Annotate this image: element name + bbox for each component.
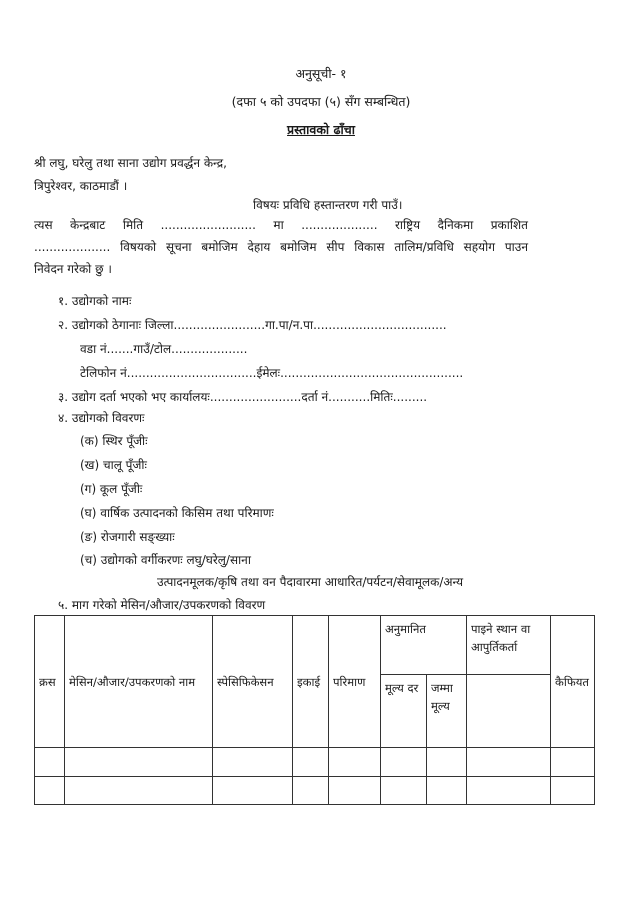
table-row: [35, 748, 595, 776]
item-3-registration: ३. उद्योग दर्ता भएको भए कार्यालयः........................दर्ता नं...........मितिः.........: [58, 390, 428, 404]
item-4c-total-capital: (ग) कूल पूँजीः: [80, 482, 143, 496]
item-2-address: २. उद्योगको ठेगानाः जिल्ला........................गा.पा/न.पा...................................: [58, 318, 447, 332]
item-2-phone-email: टेलिफोन नं..................................ईमेलः................................................: [80, 366, 464, 380]
item-4g-categories: उत्पादनमूलक/कृषि तथा वन पैदावारमा आधारित/पर्यटन/सेवामूलक/अन्य: [157, 575, 464, 589]
col-source: पाइने स्थान वा आपुर्तिकर्ता: [467, 616, 551, 675]
col-specification: स्पेसिफिकेसन: [213, 616, 293, 748]
section-reference: (दफा ५ को उपदफा (५) सँग सम्बन्धित): [231, 94, 411, 109]
col-estimated: अनुमानित: [381, 616, 467, 675]
col-quantity: परिमाण: [329, 616, 381, 748]
equipment-table: [34, 615, 595, 805]
source-subcell: [467, 674, 551, 748]
body-line-3: निवेदन गरेको छु ।: [34, 262, 112, 276]
subject-line: विषयः प्रविधि हस्तान्तरण गरी पाउँ।: [253, 198, 403, 212]
col-unit: इकाई: [293, 616, 329, 748]
item-4d-annual-production: (घ) वार्षिक उत्पादनको किसिम तथा परिमाणः: [80, 506, 274, 520]
item-4f-classification: (च) उद्योगको वर्गीकरणः लघु/घरेलु/साना: [80, 553, 251, 567]
item-2-ward: वडा नं.......गाउँ/टोल....................: [80, 342, 248, 356]
body-line-2: .................... विषयको सूचना बमोजिम देहाय बमोजिम सीप विकास तालिम/प्रविधि सहयोग पाउन: [34, 240, 528, 254]
body-line-1: त्यस केन्द्रबाट मिति ......................... मा .................... राष्ट्रिय दैनिकमा प्रकाशित: [34, 218, 528, 232]
item-1-industry-name: १. उद्योगको नामः: [58, 294, 132, 308]
item-4e-employment: (ङ) रोजगारी सङ्ख्याः: [80, 530, 175, 544]
col-remarks: कैफियत: [551, 616, 595, 748]
addressee-line-1: श्री लघु, घरेलु तथा साना उद्योग प्रवर्द्धन केन्द्र,: [34, 156, 227, 170]
item-4-details: ४. उद्योगको विवरणः: [58, 411, 145, 425]
item-4b-working-capital: (ख) चालू पूँजीः: [80, 458, 147, 472]
item-4a-fixed-capital: (क) स्थिर पूँजीः: [80, 434, 148, 448]
addressee-line-2: त्रिपुरेश्वर, काठमाडौं ।: [34, 179, 128, 193]
item-5-equipment: ५. माग गरेको मेसिन/औजार/उपकरणको विवरण: [58, 598, 266, 612]
table-header-row: [35, 616, 595, 675]
schedule-number: अनुसूची- १: [295, 66, 347, 81]
col-rate: मूल्य दर: [381, 674, 427, 748]
col-equipment-name: मेसिन/औजार/उपकरणको नाम: [65, 616, 213, 748]
form-title: प्रस्तावको ढाँचा: [287, 122, 355, 137]
col-total: जम्मा मूल्य: [427, 674, 467, 748]
table-row: [35, 776, 595, 804]
col-serial: क्रस: [35, 616, 65, 748]
